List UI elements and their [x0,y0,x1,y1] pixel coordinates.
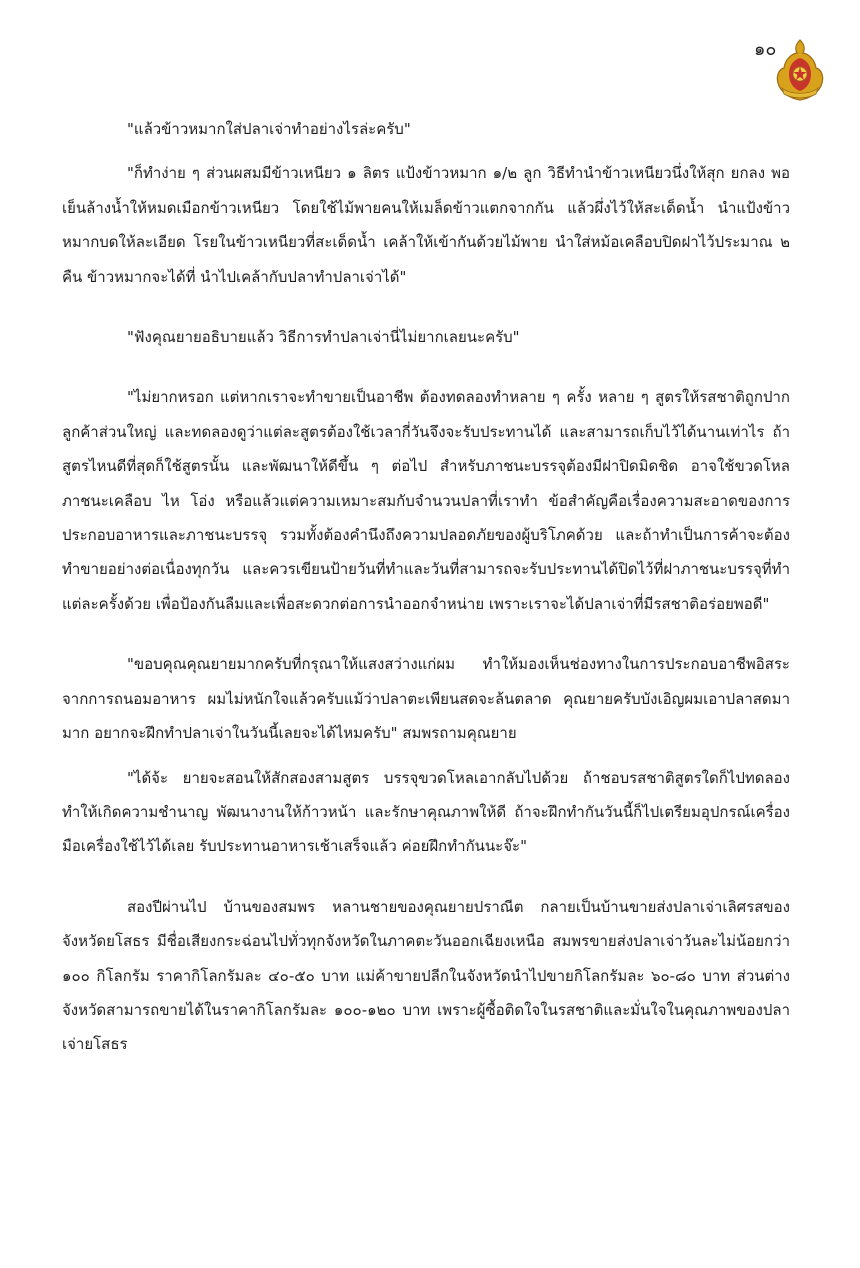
paragraph: "ก็ทำง่าย ๆ ส่วนผสมมีข้าวเหนียว ๑ ลิตร แป้งข้าวหมาก ๑/๒ ลูก วิธีทำนำข้าวเหนียวนึ่งให้สุก ยกลง พอเย็นล้างน้ำให้หมดเมือกข้าวเหนียว โดยใช้ไม้พายคนให้เมล็ดข้าวแตกจากกัน แล้วผึ่งไว้ให้สะเด็ดน้ำ นำแป้งข้าวหมากบดให้ละเอียด โรยในข้าวเหนียวที่สะเด็ดน้ำ เคล้าให้เข้ากันด้วยไม้พาย นำใส่หม้อเคลือบปิดฝาไว้ประมาณ ๒ คืน ข้าวหมากจะได้ที่ นำไปเคล้ากับปลาทำปลาเจ่าได้" [62,164,790,286]
paragraph: "ได้จ้ะ ยายจะสอนให้สักสองสามสูตร บรรจุขวดโหลเอากลับไปด้วย ถ้าชอบรสชาติสูตรใดก็ไปทดลองทำให้เกิดความชำนาญ พัฒนางานให้ก้าวหน้า และรักษาคุณภาพให้ดี ถ้าจะฝึกทำกันวันนี้ก็ไปเตรียมอุปกรณ์เครื่องมือเครื่องใช้ไว้ได้เลย รับประทานอาหารเช้าเสร็จแล้ว ค่อยฝึกทำกันนะจ๊ะ" [62,768,790,856]
document-body [62,112,790,1062]
paragraph: "ไม่ยากหรอก แต่หากเราจะทำขายเป็นอาชีพ ต้องทดลองทำหลาย ๆ ครั้ง หลาย ๆ สูตรให้รสชาติถูกปากลูกค้าส่วนใหญ่ และทดลองดูว่าแต่ละสูตรต้องใช้เวลากี่วันจึงจะรับประทานได้ และสามารถเก็บไว้ได้นานเท่าไร ถ้าสูตรไหนดีที่สุดก็ใช้สูตรนั้น และพัฒนาให้ดีขึ้น ๆ ต่อไป สำหรับภาชนะบรรจุต้องมีฝาปิดมิดชิด อาจใช้ขวดโหล ภาชนะเคลือบ ไห โอ่ง หรือแล้วแต่ความเหมาะสมกับจำนวนปลาที่เราทำ ข้อสำคัญคือเรื่องความสะอาดของการประกอบอาหารและภาชนะบรรจุ รวมทั้งต้องคำนึงถึงความปลอดภัยของผู้บริโภคด้วย และถ้าทำเป็นการค้าจะต้องทำขายอย่างต่อเนื่องทุกวัน และควรเขียนป้ายวันที่ทำและวันที่สามารถจะรับประทานได้ปิดไว้ที่ฝาภาชนะบรรจุที่ทำแต่ละครั้งด้วย เพื่อป้องกันลืมและเพื่อสะดวกต่อการนำออกจำหน่าย เพราะเราจะได้ปลาเจ่าที่มีรสชาติอร่อยพอดี" [62,388,790,613]
paragraph: "ฟังคุณยายอธิบายแล้ว วิธีการทำปลาเจ่านี่ไม่ยากเลยนะครับ" [127,328,520,347]
paragraph: "แล้วข้าวหมากใส่ปลาเจ่าทำอย่างไรล่ะครับ" [127,120,411,138]
paragraph: สองปีผ่านไป บ้านของสมพร หลานชายของคุณยายปราณีต กลายเป็นบ้านขายส่งปลาเจ่าเลิศรสของจังหวัดยโสธร มีชื่อเสียงกระฉ่อนไปทั่วทุกจังหวัดในภาคตะวันออกเฉียงเหนือ สมพรขายส่งปลาเจ่าวันละไม่น้อยกว่า ๑๐๐ กิโลกรัม ราคากิโลกรัมละ ๔๐-๕๐ บาท แม่ค้าขายปลีกในจังหวัดนำไปขายกิโลกรัมละ ๖๐-๘๐ บาท ส่วนต่างจังหวัดสามารถขายได้ในราคากิโลกรัมละ ๑๐๐-๑๒๐ บาท เพราะผู้ซื้อติดใจในรสชาติและมั่นใจในคุณภาพของปลาเจ่ายโสธร [62,897,790,1054]
school-seal-logo [774,38,826,102]
page-number: ๑๐ [754,39,777,60]
paragraph: "ขอบคุณคุณยายมากครับที่กรุณาให้แสงสว่างแก่ผม ทำให้มองเห็นช่องทางในการประกอบอาชีพอิสระจากการถนอมอาหาร ผมไม่หนักใจแล้วครับแม้ว่าปลาตะเพียนสดจะล้นตลาด คุณยายครับบังเอิญผมเอาปลาสดมามาก อยากจะฝึกทำปลาเจ่าในวันนี้เลยจะได้ไหมครับ" สมพรถามคุณยาย [62,655,790,743]
